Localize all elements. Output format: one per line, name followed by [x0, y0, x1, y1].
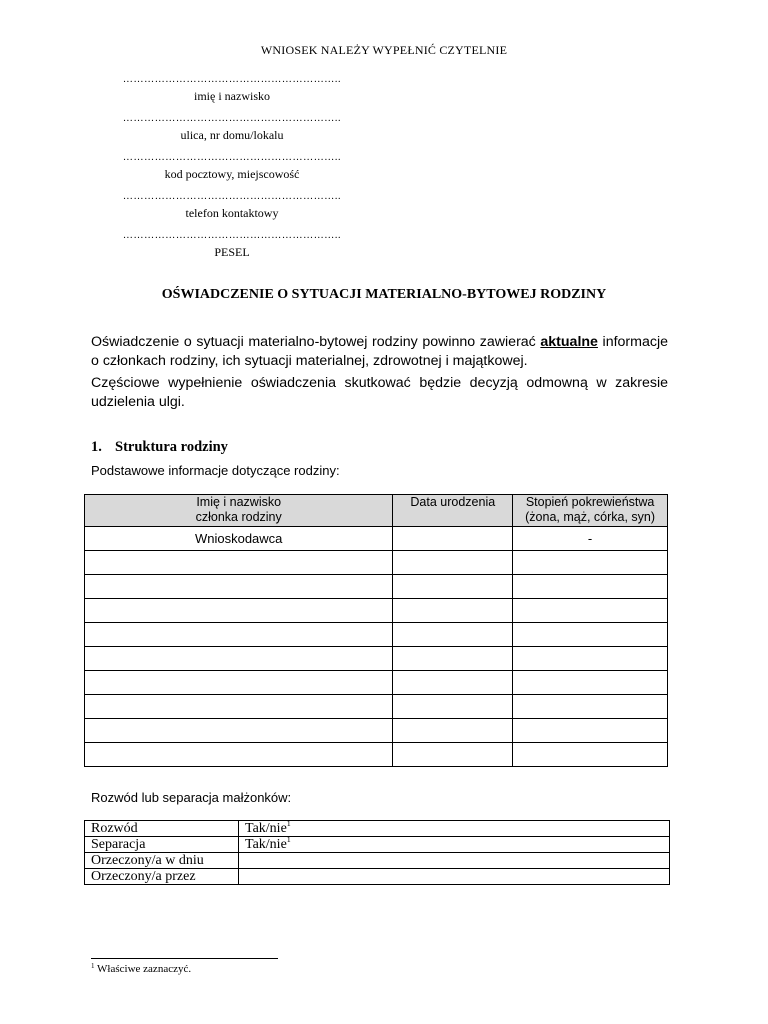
relation-cell[interactable] [513, 719, 668, 743]
divorce-table [84, 820, 670, 885]
relation-cell[interactable] [513, 551, 668, 575]
applicant-phone-field[interactable] [104, 192, 360, 220]
relation-cell[interactable] [513, 671, 668, 695]
ruled-date-key: Orzeczony/a w dniu [85, 853, 239, 869]
intro-paragraph-1 [91, 333, 668, 371]
table-row [85, 837, 670, 853]
footnote [91, 963, 191, 975]
header-line: Stopień pokrewieństwa [525, 495, 655, 509]
birth-date-cell[interactable] [393, 647, 513, 671]
member-name-cell[interactable] [85, 623, 393, 647]
relation-cell[interactable] [513, 647, 668, 671]
intro-text: informacje o członkach rodziny, ich sytuacji materialnej, zdrowotnej i majątkowej. [91, 334, 669, 369]
birth-date-cell[interactable] [393, 743, 513, 767]
table-header-row [85, 495, 668, 527]
footnote-text: Właściwe zaznaczyć. [94, 963, 192, 975]
applicant-postal-field[interactable] [104, 153, 360, 181]
table-row [85, 551, 668, 575]
birth-date-cell[interactable] [393, 695, 513, 719]
header-birth-date: Data urodzenia [393, 495, 513, 527]
birth-date-cell[interactable] [393, 527, 513, 551]
birth-date-cell[interactable] [393, 599, 513, 623]
relation-cell[interactable] [513, 743, 668, 767]
family-table [84, 494, 668, 767]
birth-date-cell[interactable] [393, 575, 513, 599]
dotted-line: …………………………………………………….. [122, 192, 342, 202]
intro-emphasis: aktualne [540, 334, 598, 350]
header-line: członka rodziny [195, 510, 282, 524]
member-name-cell[interactable] [85, 647, 393, 671]
intro-text: Oświadczenie o sytuacji materialno-bytowej rodziny powinno zawierać [91, 334, 541, 350]
field-label: ulica, nr domu/lokalu [180, 128, 284, 142]
footnote-ref: 1 [286, 819, 291, 828]
document-title: OŚWIADCZENIE O SYTUACJI MATERIALNO-BYTOWEJ RODZINY [161, 287, 607, 302]
member-name-cell[interactable] [85, 599, 393, 623]
dotted-line: …………………………………………………….. [122, 75, 342, 85]
table-row [85, 671, 668, 695]
relation-cell[interactable] [513, 695, 668, 719]
section-title: Struktura rodziny [115, 439, 228, 455]
field-label: kod pocztowy, miejscowość [164, 167, 300, 181]
relation-cell[interactable] [513, 575, 668, 599]
header-member-name [85, 495, 393, 527]
divorce-section-label: Rozwód lub separacja małżonków: [91, 790, 292, 805]
birth-date-cell[interactable] [393, 719, 513, 743]
table-row [85, 599, 668, 623]
separation-key: Separacja [85, 837, 239, 853]
field-label: imię i nazwisko [194, 89, 270, 103]
member-name-cell[interactable] [85, 743, 393, 767]
footnote-divider [91, 958, 278, 959]
table-row [85, 869, 670, 885]
table-row [85, 821, 670, 837]
footnote-mark: 1 [91, 962, 95, 970]
header-relation [513, 495, 668, 527]
member-name-cell[interactable] [85, 719, 393, 743]
birth-date-cell[interactable] [393, 671, 513, 695]
ruled-date-value-cell[interactable] [239, 853, 670, 869]
table-row [85, 527, 668, 551]
table-row [85, 575, 668, 599]
header-line: (żona, mąż, córka, syn) [525, 510, 656, 524]
applicant-name-field[interactable] [104, 75, 360, 103]
member-name-cell[interactable] [85, 671, 393, 695]
section-heading [91, 439, 228, 456]
footnote-ref: 1 [286, 835, 291, 844]
section-subtitle: Podstawowe informacje dotyczące rodziny: [91, 463, 340, 478]
divorce-key: Rozwód [85, 821, 239, 837]
table-row [85, 695, 668, 719]
dotted-line: …………………………………………………….. [122, 231, 342, 241]
applicant-street-field[interactable] [104, 114, 360, 142]
member-name-cell[interactable] [85, 695, 393, 719]
fill-legibly-note: WNIOSEK NALEŻY WYPEŁNIĆ CZYTELNIE [260, 43, 508, 57]
birth-date-cell[interactable] [393, 551, 513, 575]
applicant-pesel-field[interactable] [104, 231, 360, 259]
table-row [85, 743, 668, 767]
ruled-by-key: Orzeczony/a przez [85, 869, 239, 885]
table-row [85, 623, 668, 647]
field-label: telefon kontaktowy [185, 206, 279, 220]
member-name-cell[interactable] [85, 575, 393, 599]
divorce-value: Tak/nie [245, 821, 287, 836]
section-number: 1. [91, 439, 102, 455]
relation-cell[interactable] [513, 623, 668, 647]
dotted-line: …………………………………………………….. [122, 114, 342, 124]
separation-value-cell[interactable] [239, 837, 670, 853]
relation-cell[interactable] [513, 599, 668, 623]
intro-paragraph-2: Częściowe wypełnienie oświadczenia skutkować będzie decyzją odmowną w zakresie udzielenia ulgi. [91, 375, 668, 410]
separation-value: Tak/nie [245, 837, 287, 852]
header-line: Imię i nazwisko [196, 495, 282, 509]
table-row [85, 719, 668, 743]
dotted-line: …………………………………………………….. [122, 153, 342, 163]
member-name-cell[interactable] [85, 551, 393, 575]
table-row [85, 647, 668, 671]
field-label: PESEL [214, 245, 250, 259]
table-row [85, 853, 670, 869]
member-name-cell[interactable]: Wnioskodawca [85, 527, 393, 551]
relation-cell[interactable]: - [513, 527, 668, 551]
birth-date-cell[interactable] [393, 623, 513, 647]
divorce-value-cell[interactable] [239, 821, 670, 837]
ruled-by-value-cell[interactable] [239, 869, 670, 885]
